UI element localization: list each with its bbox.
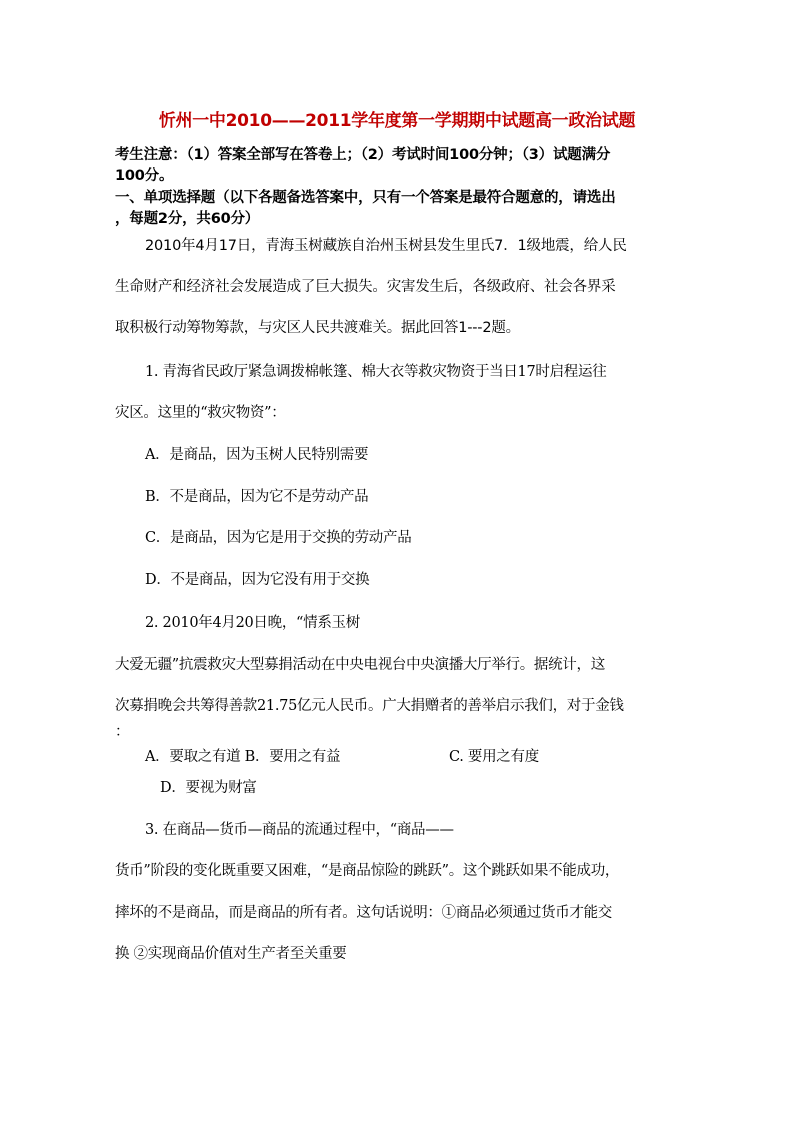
question-1-option-c: C．是商品，因为它是用于交换的劳动产品	[145, 530, 412, 546]
question-3-stem-line-1: 3. 在商品—货币—商品的流通过程中，“商品——	[145, 822, 454, 838]
question-2-option-d: D．要视为财富	[160, 780, 257, 796]
intro-paragraph-line-2: 生命财产和经济社会发展造成了巨大损失。灾害发生后，各级政府、社会各界采	[115, 279, 616, 295]
page-title: 忻州一中2010——2011学年度第一学期期中试题高一政治试题	[158, 111, 636, 131]
question-1-option-b: B．不是商品，因为它不是劳动产品	[145, 489, 369, 505]
question-1-stem-line-1: 1. 青海省民政厅紧急调拨棉帐篷、棉大衣等救灾物资于当日17时启程运往	[145, 364, 607, 380]
question-1-option-d: D．不是商品，因为它没有用于交换	[145, 572, 370, 588]
question-3-stem-line-4: 换 ②实现商品价值对生产者至关重要	[115, 946, 347, 962]
question-2-option-c: C. 要用之有度	[449, 749, 539, 765]
question-3-stem-line-2: 货币”阶段的变化既重要又困难，“是商品惊险的跳跃”。这个跳跃如果不能成功，	[115, 863, 620, 879]
question-1-option-a: A．是商品，因为玉树人民特别需要	[145, 447, 369, 463]
question-3-stem-line-3: 摔坏的不是商品，而是商品的所有者。这句话说明：①商品必须通过货币才能交	[115, 905, 612, 921]
section-heading-line-1: 一、单项选择题（以下各题备选答案中，只有一个答案是最符合题意的，请选出	[115, 190, 616, 206]
intro-paragraph-line-3: 取积极行动筹物筹款，与灾区人民共渡难关。据此回答1---2题。	[115, 320, 520, 336]
question-1-stem-line-2: 灾区。这里的“救灾物资”：	[115, 405, 286, 421]
question-2-stem-line-1: 2. 2010年4月20日晚，“情系玉树	[145, 615, 360, 631]
intro-paragraph-line-1: 2010年4月17日，青海玉树藏族自治州玉树县发生里氏7．1级地震，给人民	[145, 238, 627, 254]
exam-notice-line-1: 考生注意：（1）答案全部写在答卷上；（2）考试时间100分钟；（3）试题满分	[115, 147, 611, 163]
section-heading-line-2: ，每题2分，共60分）	[115, 211, 260, 227]
question-2-stem-line-3: 次募捐晚会共筹得善款21.75亿元人民币。广大捐赠者的善举启示我们，对于金钱	[115, 698, 624, 714]
question-2-stem-line-4: ：	[115, 724, 130, 740]
exam-notice-line-2: 100分。	[115, 168, 174, 184]
question-2-stem-line-2: 大爱无疆”抗震救灾大型募捐活动在中央电视台中央演播大厅举行。据统计，这	[115, 657, 605, 673]
question-2-options-a-b: A．要取之有道 B．要用之有益	[145, 749, 341, 765]
